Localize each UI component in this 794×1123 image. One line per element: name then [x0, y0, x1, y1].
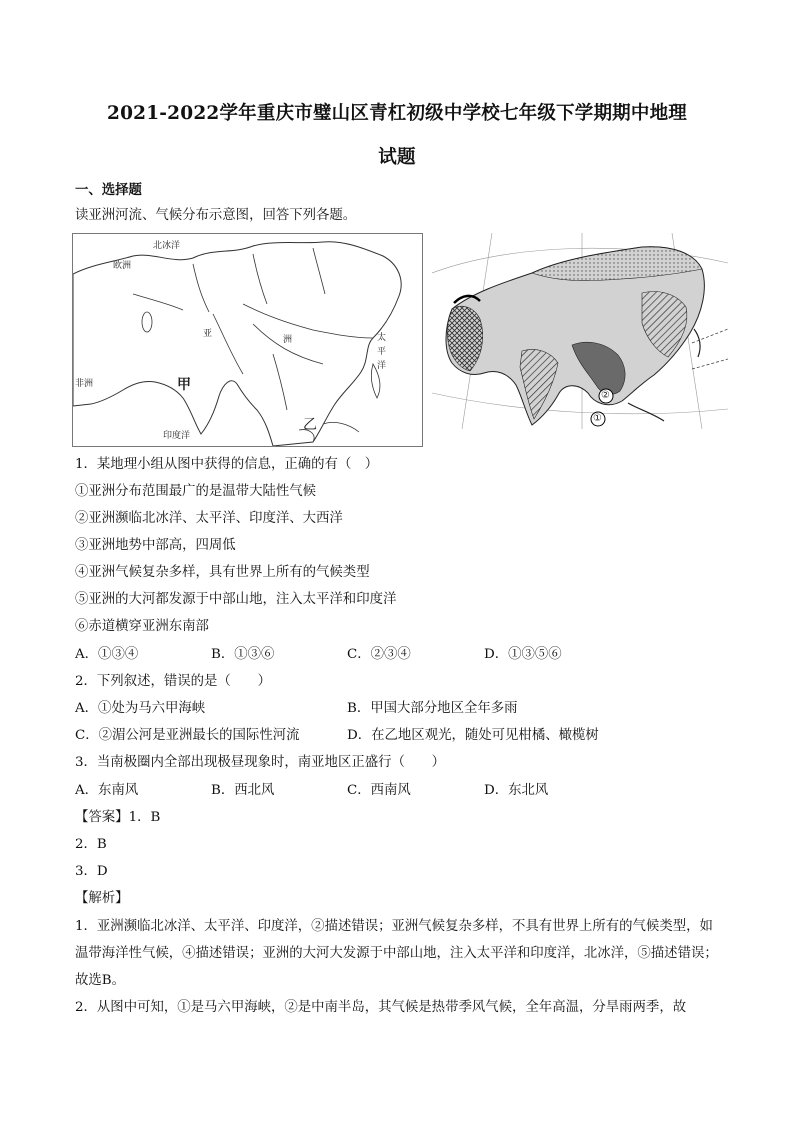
question-3-stem: 3．当南极圈内全部出现极昼现象时，南亚地区正盛行（ ） — [75, 755, 446, 770]
q1-option-a[interactable]: A．①③④ — [75, 647, 139, 662]
label-yi: 乙 — [303, 417, 317, 433]
answer-3: 3．D — [75, 864, 108, 879]
analysis-paragraph-1: 1．亚洲濒临北冰洋、太平洋、印度洋，②描述错误；亚洲气候复杂多样，不具有世界上所有的气候类型，如温带海洋性气候，④描述错误；亚洲的大河大发源于中部山地，注入太平洋和印度洋，北冰洋，⑤描述错误；故选B。 — [75, 919, 718, 988]
asia-climate-map — [432, 233, 728, 429]
q1-option-d[interactable]: D．①③⑤⑥ — [484, 647, 562, 662]
label-indian-ocean: 印度洋 — [163, 431, 191, 441]
label-africa: 非洲 — [75, 379, 94, 389]
q1-statement-2: ②亚洲濒临北冰洋、太平洋、印度洋、大西洋 — [75, 511, 343, 526]
answer-label: 【答案】 — [75, 810, 129, 825]
label-jia: 甲 — [177, 377, 191, 393]
q2-option-d[interactable]: D．在乙地区观光，随处可见柑橘、橄榄树 — [347, 728, 599, 743]
q1-statement-6: ⑥赤道横穿亚洲东南部 — [75, 619, 209, 634]
section-heading: 一、选择题 — [75, 182, 142, 198]
q1-statement-5: ⑤亚洲的大河都发源于中部山地，注入太平洋和印度洋 — [75, 592, 397, 607]
q2-option-c[interactable]: C．②湄公河是亚洲最长的国际性河流 — [75, 728, 300, 743]
q2-option-b[interactable]: B．甲国大部分地区全年多雨 — [347, 701, 518, 716]
q1-statement-3: ③亚洲地势中部高，四周低 — [75, 538, 236, 553]
question-1-stem: 1．某地理小组从图中获得的信息，正确的有（ ） — [75, 457, 379, 472]
label-pacific-1: 太 — [377, 333, 387, 343]
answer-block-1 — [75, 809, 160, 827]
question-2-stem: 2．下列叙述，错误的是（ ） — [75, 674, 271, 689]
asia-climate-map-drawing — [432, 233, 728, 429]
answer-1: 1．B — [128, 810, 161, 825]
q1-option-b[interactable]: B．①③⑥ — [211, 647, 275, 662]
label-asia-1: 亚 — [203, 329, 213, 339]
q2-option-a[interactable]: A．①处为马六甲海峡 — [75, 701, 206, 716]
label-pacific-3: 洋 — [377, 361, 387, 371]
analysis-label: 【解析】 — [75, 891, 129, 906]
q1-option-c[interactable]: C．②③④ — [347, 647, 411, 662]
label-asia-2: 洲 — [283, 335, 293, 345]
q3-option-c[interactable]: C．西南风 — [347, 783, 411, 798]
q3-option-a[interactable]: A．东南风 — [75, 783, 139, 798]
label-marker-1: ① — [593, 413, 602, 424]
label-arctic-ocean: 北冰洋 — [153, 241, 181, 251]
asia-river-map — [72, 233, 423, 447]
q1-statement-1: ①亚洲分布范围最广的是温带大陆性气候 — [75, 484, 317, 499]
q3-option-d[interactable]: D．东北风 — [484, 783, 549, 798]
label-marker-2: ② — [601, 390, 610, 401]
paper-title-line1: 2021-2022学年重庆市璧山区青杠初级中学校七年级下学期期中地理 — [107, 103, 687, 124]
question-intro: 读亚洲河流、气候分布示意图，回答下列各题。 — [75, 208, 357, 223]
paper-title-line2: 试题 — [378, 147, 416, 168]
label-europe: 欧洲 — [113, 261, 132, 271]
answer-2: 2．B — [75, 837, 107, 852]
label-pacific-2: 平 — [377, 347, 387, 357]
q1-statement-4: ④亚洲气候复杂多样，具有世界上所有的气候类型 — [75, 565, 370, 580]
analysis-paragraph-2: 2．从图中可知，①是马六甲海峡，②是中南半岛，其气候是热带季风气候，全年高温，分旱雨两季，故 — [75, 1000, 687, 1015]
q3-option-b[interactable]: B．西北风 — [211, 783, 275, 798]
